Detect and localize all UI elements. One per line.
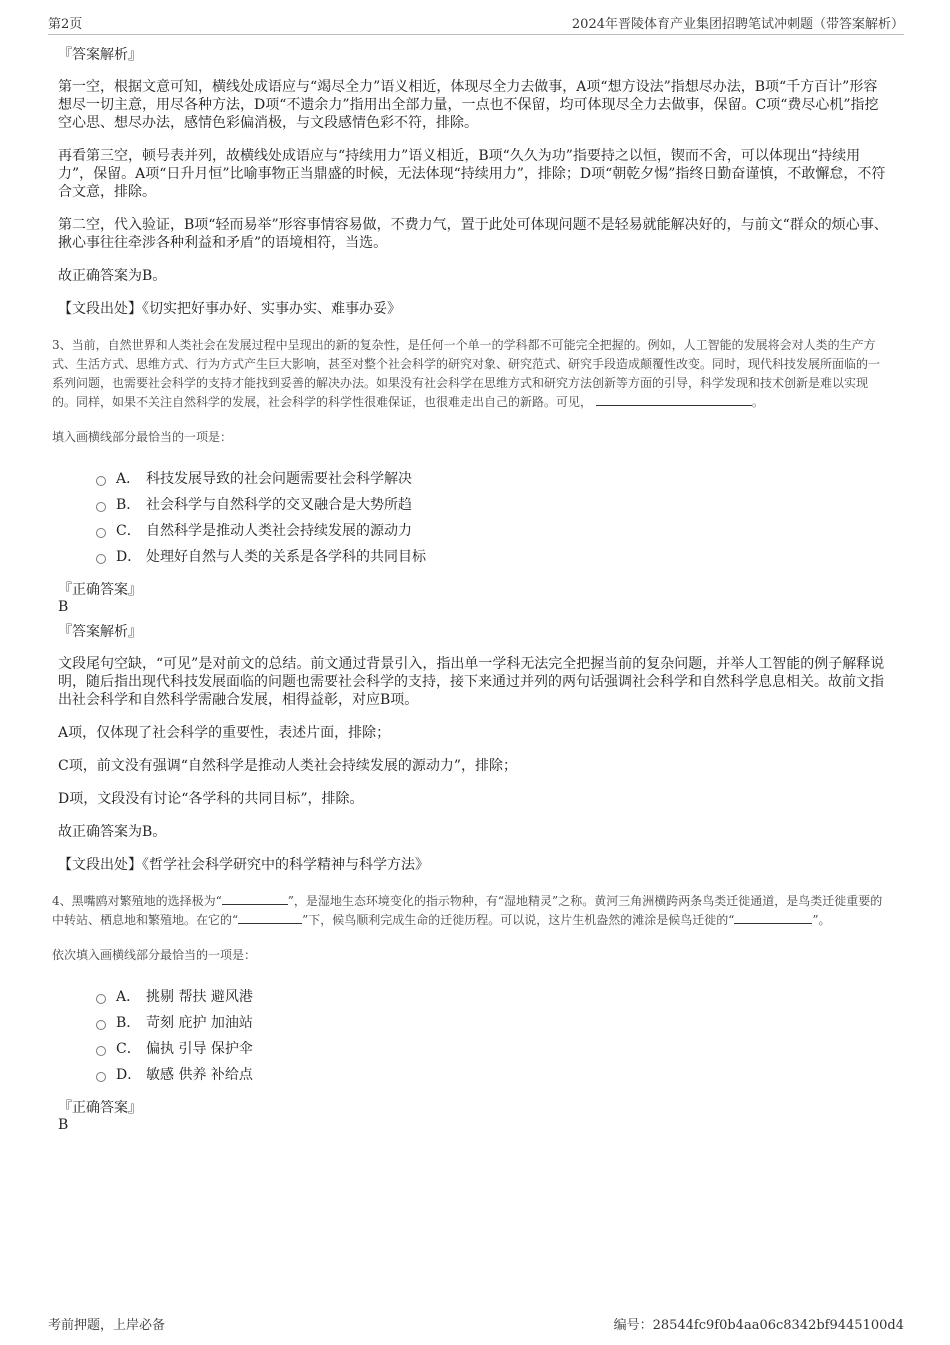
- page-header: [48, 12, 904, 35]
- q4-stem-text: ”下，候鸟顺利完成生命的迁徙历程。可以说，这片生机盎然的滩涂是候鸟迁徙的“: [302, 913, 735, 927]
- q4-stem-text: ”。: [812, 913, 831, 927]
- q4-blank-2: [238, 911, 302, 924]
- q3-answer-label: 『正确答案』: [58, 582, 142, 598]
- q4-stem-text: 4、黑嘴鸥对繁殖地的选择极为“: [52, 894, 222, 908]
- q4-blank-3: [734, 911, 812, 924]
- q3-options: [96, 465, 890, 569]
- q4-blank-1: [222, 892, 288, 905]
- option-text: 自然科学是推动人类社会持续发展的源动力: [146, 523, 412, 539]
- option-text: 科技发展导致的社会问题需要社会科学解决: [146, 471, 412, 487]
- q4-options: [96, 983, 890, 1087]
- document-body: [52, 46, 890, 1141]
- q3-source: 【文段出处】《哲学社会科学研究中的科学精神与科学方法》: [58, 857, 429, 873]
- option-letter: A．: [116, 471, 141, 487]
- radio-icon[interactable]: [96, 554, 106, 564]
- option-letter: D．: [116, 549, 142, 565]
- q3-option-c[interactable]: [96, 517, 890, 543]
- document-title: 2024年晋陵体育产业集团招聘笔试冲刺题（带答案解析）: [571, 17, 904, 32]
- q4-stem: [52, 892, 890, 930]
- q3-option-a[interactable]: [96, 465, 890, 491]
- q3-analysis-para: A项，仅体现了社会科学的重要性，表述片面，排除；: [58, 725, 391, 741]
- footer-slogan: 考前押题，上岸必备: [48, 1318, 166, 1333]
- radio-icon[interactable]: [96, 528, 106, 538]
- q3-analysis-para: C项，前文没有强调“自然科学是推动人类社会持续发展的源动力”，排除；: [58, 758, 518, 774]
- option-text: 处理好自然与人类的关系是各学科的共同目标: [146, 549, 426, 565]
- radio-icon[interactable]: [96, 1046, 106, 1056]
- q2-analysis-label: 『答案解析』: [58, 47, 142, 63]
- q4-answer-label: 『正确答案』: [58, 1100, 142, 1116]
- option-letter: C．: [116, 523, 141, 539]
- q4-option-d[interactable]: [96, 1061, 890, 1087]
- option-letter: D．: [116, 1067, 142, 1083]
- q4-stem-text: ”，是湿地生态环境变化的指示物种，有“湿地精灵”之称。黄河三角洲横跨两条鸟类迁徙通道，是鸟类迁徙重要的中转站、栖息地和繁殖地。在它的“: [52, 894, 883, 927]
- q3-stem-end: 。: [751, 395, 764, 409]
- document-id: 编号：28544fc9f0b4aa06c8342bf9445100d4: [613, 1318, 904, 1333]
- q3-option-d[interactable]: [96, 543, 890, 569]
- option-letter: A．: [116, 989, 141, 1005]
- option-text: 挑剔 帮扶 避风港: [146, 989, 253, 1005]
- q4-prompt: 依次填入画横线部分最恰当的一项是：: [52, 948, 257, 962]
- radio-icon[interactable]: [96, 994, 106, 1004]
- q2-analysis-para: 第一空，根据文意可知，横线处成语应与“竭尽全力”语义相近，体现尽全力去做事，A项“想方设法”指想尽办法，B项“千方百计”形容想尽一切主意，用尽各种方法，D项“不遗余力”指用出全部力量，一点也不保留，均可体现尽全力去做事，保留。C项“费尽心机”指挖空心思、想尽办法，感情色彩偏消极，与文段感情色彩不符，排除。: [58, 79, 879, 131]
- option-text: 偏执 引导 保护伞: [146, 1041, 253, 1057]
- q2-source: 【文段出处】《切实把好事办好、实事办实、难事办妥》: [58, 301, 401, 317]
- page-number: 第2页: [48, 17, 83, 32]
- q4-option-a[interactable]: [96, 983, 890, 1009]
- radio-icon[interactable]: [96, 1020, 106, 1030]
- option-letter: C．: [116, 1041, 141, 1057]
- radio-icon[interactable]: [96, 476, 106, 486]
- q2-analysis-para: 第二空，代入验证，B项“轻而易举”形容事情容易做，不费力气，置于此处可体现问题不是轻易就能解决好的，与前文“群众的烦心事、揪心事往往牵涉各种利益和矛盾”的语境相符，当选。: [58, 217, 888, 251]
- q3-prompt: 填入画横线部分最恰当的一项是：: [52, 430, 233, 444]
- q3-analysis-para: 文段尾句空缺，“可见”是对前文的总结。前文通过背景引入，指出单一学科无法完全把握当前的复杂问题，并举人工智能的例子解释说明，随后指出现代科技发展面临的问题也需要社会科学的支持，接下来通过并列的两句话强调社会科学和自然科学息息相关。故前文指出社会科学和自然科学需融合发展，相得益彰，对应B项。: [58, 656, 885, 708]
- q2-conclusion: 故正确答案为B。: [58, 268, 167, 284]
- q3-analysis-label: 『答案解析』: [58, 624, 142, 640]
- option-text: 敏感 供养 补给点: [146, 1067, 253, 1083]
- q4-option-b[interactable]: [96, 1009, 890, 1035]
- q3-stem: [52, 336, 890, 412]
- option-text: 苛刻 庇护 加油站: [146, 1015, 253, 1031]
- q3-conclusion: 故正确答案为B。: [58, 824, 167, 840]
- q3-option-b[interactable]: [96, 491, 890, 517]
- q3-stem-text: 3、当前，自然世界和人类社会在发展过程中呈现出的新的复杂性，是任何一个单一的学科都不可能完全把握的。例如，人工智能的发展将会对人类的生产方式、生活方式、思维方式、行为方式产生巨大影响，甚至对整个社会科学的研究对象、研究范式、研究手段造成颠覆性改变。同时，现代科技发展所面临的一系列问题，也需要社会科学的支持才能找到妥善的解决办法。如果没有社会科学在思维方式和研究方法创新等方面的引导，科学发现和技术创新是难以实现的。同样，如果不关注自然科学的发展，社会科学的科学性很难保证，也很难走出自己的新路。可见，: [52, 338, 881, 409]
- q2-analysis-para: 再看第三空，顿号表并列，故横线处成语应与“持续用力”语义相近，B项“久久为功”指要持之以恒，锲而不舍，可以体现出“持续用力”，保留。A项“日升月恒”比喻事物正当鼎盛的时候，无法体现“持续用力”，排除；D项“朝乾夕惕”指终日勤奋谨慎，不敢懈怠，不符合文意，排除。: [58, 148, 886, 200]
- radio-icon[interactable]: [96, 1072, 106, 1082]
- option-text: 社会科学与自然科学的交叉融合是大势所趋: [146, 497, 412, 513]
- option-letter: B．: [116, 497, 141, 513]
- q3-analysis-para: D项，文段没有讨论“各学科的共同目标”，排除。: [58, 791, 364, 807]
- radio-icon[interactable]: [96, 502, 106, 512]
- q3-answer: B: [58, 599, 69, 615]
- q4-option-c[interactable]: [96, 1035, 890, 1061]
- option-letter: B．: [116, 1015, 141, 1031]
- q3-answer-blank: [596, 393, 752, 406]
- q4-answer: B: [58, 1117, 69, 1133]
- page-footer: [48, 1314, 904, 1333]
